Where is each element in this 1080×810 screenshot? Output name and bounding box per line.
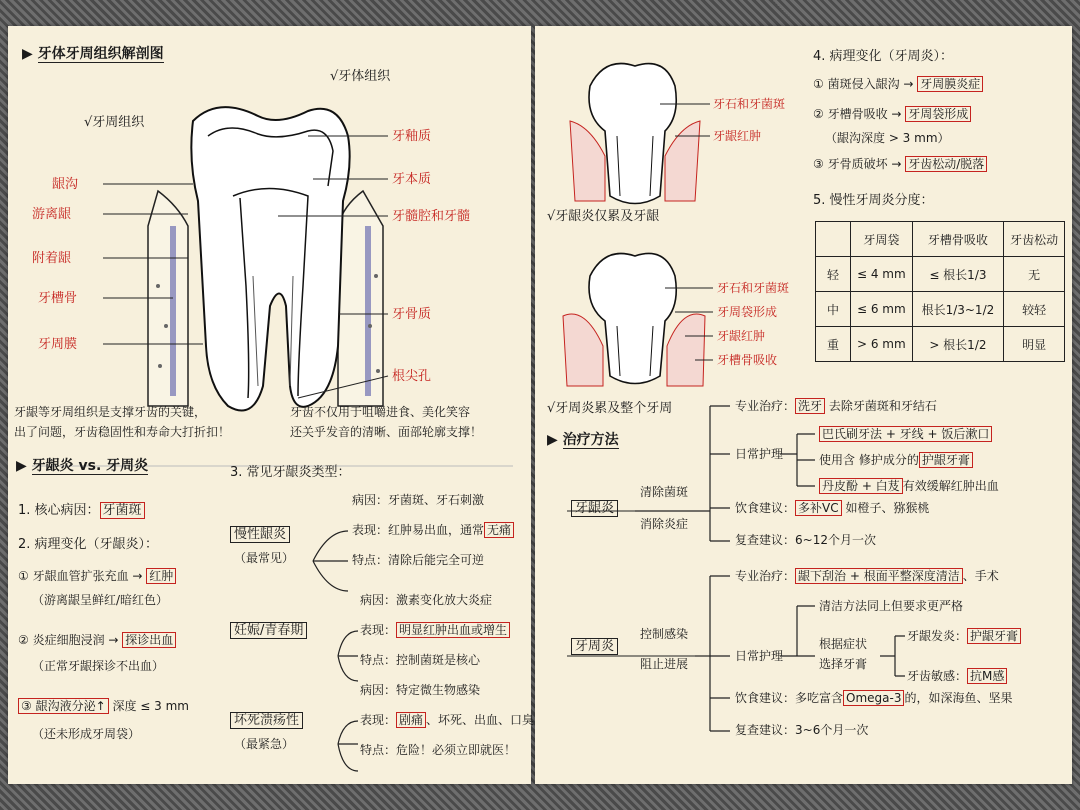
label-apical-foramen: 根尖孔 bbox=[392, 369, 432, 384]
table-cell: ≤ 4 mm bbox=[851, 257, 913, 292]
g-diet: 饮食建议： 多补VC 如橙子、猕猴桃 bbox=[735, 501, 930, 515]
type-pregnancy-sign: 表现： 明显红肿出血或增生 bbox=[360, 622, 510, 639]
t1-label-plaque: 牙石和牙菌斑 bbox=[713, 97, 786, 111]
perio-path-1: ① 菌斑侵入龈沟 → 牙周膜炎症 bbox=[813, 76, 983, 93]
table-cell: > 6 mm bbox=[851, 327, 913, 362]
type-necrotic-feature: 特点：危险！必须立即就医！ bbox=[360, 743, 517, 757]
g-care-1: 巴氏刷牙法 + 牙线 + 饭后漱口 bbox=[819, 426, 992, 443]
g-professional: 专业治疗： 洗牙 去除牙菌斑和牙结石 bbox=[735, 399, 937, 413]
summary-2-line1: 牙齿不仅用于咀嚼进食、美化笑容 bbox=[290, 405, 471, 419]
compare-title: ▶ 牙龈炎 vs. 牙周炎 bbox=[16, 458, 149, 474]
p-checkup: 复查建议：3~6个月一次 bbox=[735, 723, 869, 737]
g-checkup: 复查建议：6~12个月一次 bbox=[735, 533, 876, 547]
perio-path-2-note: （龈沟深度 > 3 mm） bbox=[825, 131, 950, 145]
type-pregnancy-feature: 特点：控制菌斑是核心 bbox=[360, 653, 481, 667]
type-necrotic-note: （最紧急） bbox=[234, 737, 295, 751]
perio-goal-2: 阻止进展 bbox=[640, 657, 689, 671]
table-header: 牙周袋 bbox=[851, 222, 913, 257]
path-note-1: （游离龈呈鲜红/暗红色） bbox=[32, 593, 169, 607]
table-row bbox=[816, 257, 1065, 292]
path-item-1: ① 牙龈血管扩张充血 → 红肿 bbox=[18, 568, 176, 585]
t2-label-pocket: 牙周袋形成 bbox=[717, 305, 778, 319]
summary-2-line2: 还关乎发音的清晰、面部轮廓支撑！ bbox=[290, 425, 483, 439]
gingivitis-goal-1: 清除菌斑 bbox=[640, 485, 689, 499]
p-care-2-line2: 选择牙膏 bbox=[819, 657, 868, 671]
table-cell: 明显 bbox=[1004, 327, 1065, 362]
gingivitis-node: 牙龈炎 bbox=[571, 500, 618, 517]
type-chronic: 慢性龈炎 bbox=[230, 526, 290, 543]
tooth1-caption: √牙龈炎仅累及牙龈 bbox=[547, 209, 660, 224]
table-row bbox=[816, 292, 1065, 327]
label-pulp: 牙髓腔和牙髓 bbox=[392, 209, 471, 224]
table-cell: ≤ 6 mm bbox=[851, 292, 913, 327]
p-care-2a: 牙龈发炎： 护龈牙膏 bbox=[907, 628, 1021, 645]
type-pregnancy-cause: 病因：激素变化放大炎症 bbox=[360, 593, 493, 607]
pathology-heading: 2. 病理变化（牙龈炎）： bbox=[18, 537, 159, 552]
type-pregnancy: 妊娠/青春期 bbox=[230, 622, 307, 639]
periodontitis-node: 牙周炎 bbox=[571, 638, 618, 655]
grade-table bbox=[815, 221, 1065, 362]
t2-label-plaque: 牙石和牙菌斑 bbox=[717, 281, 790, 295]
g-care-label: 日常护理 bbox=[735, 447, 784, 461]
left-page bbox=[8, 26, 535, 784]
core-cause: 1. 核心病因： 牙菌斑 bbox=[18, 502, 145, 519]
label-enamel: 牙釉质 bbox=[392, 129, 432, 144]
tooth-tissue-label: √牙体组织 bbox=[330, 69, 391, 84]
perio-pathology-title: 4. 病理变化（牙周炎）： bbox=[813, 49, 954, 64]
type-necrotic: 坏死溃疡性 bbox=[230, 712, 303, 729]
t2-label-bone-loss: 牙槽骨吸收 bbox=[717, 353, 778, 367]
path-item-2: ② 炎症细胞浸润 → 探诊出血 bbox=[18, 632, 176, 649]
label-free-gingiva: 游离龈 bbox=[32, 207, 72, 222]
table-header: 牙槽骨吸收 bbox=[912, 222, 1003, 257]
p-care-1: 清洁方法同上但要求更严格 bbox=[819, 599, 964, 613]
perio-tissue-label: √牙周组织 bbox=[84, 115, 145, 130]
table-cell: 重 bbox=[816, 327, 851, 362]
right-page bbox=[535, 26, 1072, 784]
table-cell: > 根长1/2 bbox=[912, 327, 1003, 362]
label-cementum: 牙骨质 bbox=[392, 307, 432, 322]
p-care-2-line1: 根据症状 bbox=[819, 637, 868, 651]
t1-label-swelling: 牙龈红肿 bbox=[713, 129, 762, 143]
perio-path-2: ② 牙槽骨吸收 → 牙周袋形成 bbox=[813, 106, 971, 123]
tooth2-caption: √牙周炎累及整个牙周 bbox=[547, 401, 673, 416]
p-diet: 饮食建议：多吃富含 Omega-3 的，如深海鱼、坚果 bbox=[735, 691, 1013, 705]
gingivitis-goal-2: 消除炎症 bbox=[640, 517, 689, 531]
table-cell: 轻 bbox=[816, 257, 851, 292]
table-cell: 无 bbox=[1004, 257, 1065, 292]
table-cell: ≤ 根长1/3 bbox=[912, 257, 1003, 292]
p-care-2b: 牙齿敏感： 抗M感 bbox=[907, 668, 1007, 685]
perio-path-3: ③ 牙骨质破坏 → 牙齿松动/脱落 bbox=[813, 156, 987, 173]
type-chronic-feature: 特点：清除后能完全可逆 bbox=[352, 553, 485, 567]
types-title: 3. 常见牙龈炎类型： bbox=[230, 465, 351, 480]
type-chronic-sign: 表现：红肿易出血，通常 无痛 bbox=[352, 522, 514, 539]
table-cell: 根长1/3~1/2 bbox=[912, 292, 1003, 327]
label-gingival-sulcus: 龈沟 bbox=[52, 177, 79, 192]
path-item-3: ③ 龈沟液分泌↑ 深度 ≤ 3 mm bbox=[18, 698, 189, 715]
perio-goal-1: 控制感染 bbox=[640, 627, 689, 641]
type-necrotic-sign: 表现： 剧痛 、坏死、出血、口臭 bbox=[360, 713, 535, 727]
table-cell bbox=[816, 222, 851, 257]
label-attached-gingiva: 附着龈 bbox=[32, 251, 72, 266]
p-care-label: 日常护理 bbox=[735, 649, 784, 663]
type-chronic-cause: 病因：牙菌斑、牙石刺激 bbox=[352, 493, 485, 507]
type-chronic-note: （最常见） bbox=[234, 551, 295, 565]
label-dentin: 牙本质 bbox=[392, 172, 432, 187]
path-note-3: （还未形成牙周袋） bbox=[32, 727, 141, 741]
g-care-3: 丹皮酚 + 白芨 有效缓解红肿出血 bbox=[819, 478, 999, 495]
label-alveolar-bone: 牙槽骨 bbox=[38, 291, 78, 306]
table-cell: 中 bbox=[816, 292, 851, 327]
table-cell: 较轻 bbox=[1004, 292, 1065, 327]
t2-label-swelling: 牙龈红肿 bbox=[717, 329, 766, 343]
summary-1-line1: 牙龈等牙周组织是支撑牙齿的关键， bbox=[14, 405, 207, 419]
table-header: 牙齿松动 bbox=[1004, 222, 1065, 257]
path-note-2: （正常牙龈探诊不出血） bbox=[32, 659, 165, 673]
table-row bbox=[816, 222, 1065, 257]
p-professional: 专业治疗： 龈下刮治 + 根面平整深度清洁 、手术 bbox=[735, 569, 999, 583]
anatomy-title: ▶ 牙体牙周组织解剖图 bbox=[22, 46, 164, 62]
treatment-title: ▶ 治疗方法 bbox=[547, 432, 619, 448]
grade-title: 5. 慢性牙周炎分度： bbox=[813, 193, 934, 208]
summary-1-line2: 出了问题，牙齿稳固性和寿命大打折扣！ bbox=[14, 425, 231, 439]
table-row bbox=[816, 327, 1065, 362]
g-care-2: 使用含 修护成分的 护龈牙膏 bbox=[819, 452, 973, 469]
type-necrotic-cause: 病因：特定微生物感染 bbox=[360, 683, 481, 697]
label-pdl: 牙周膜 bbox=[38, 337, 78, 352]
